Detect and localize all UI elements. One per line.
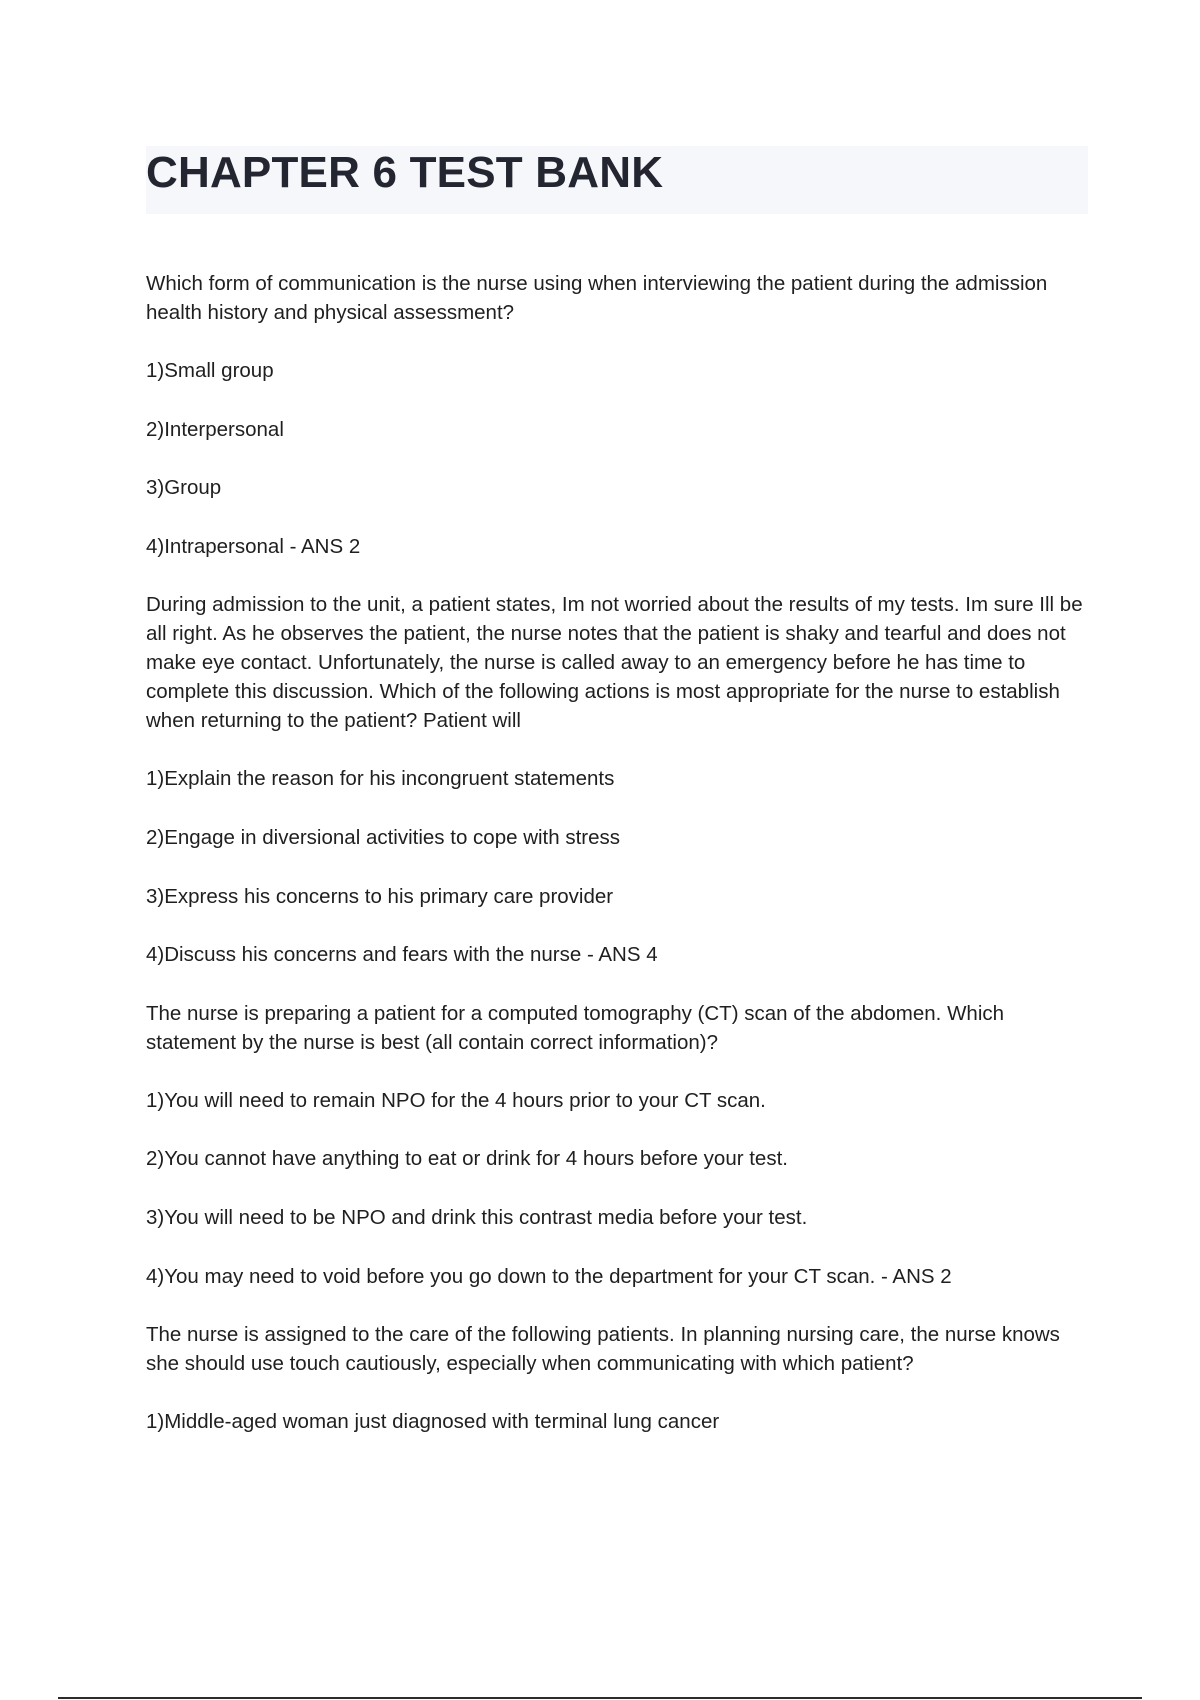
answer-option: 2)You cannot have anything to eat or drink for 4 hours before your test.: [146, 1147, 788, 1171]
answer-option: 1)You will need to remain NPO for the 4 hours prior to your CT scan.: [146, 1088, 766, 1112]
answer-option: 1)Explain the reason for his incongruent statements: [146, 767, 615, 791]
answer-option: 1)Middle-aged woman just diagnosed with terminal lung cancer: [146, 1410, 720, 1434]
answer-option: 2)Interpersonal: [146, 417, 284, 441]
question-block: [146, 1320, 1091, 1436]
answer-option: 3)Express his concerns to his primary care provider: [146, 884, 614, 908]
question-block: [146, 269, 1091, 561]
page-bottom-divider: [58, 1697, 1142, 1699]
answer-option: 3)Group: [146, 476, 222, 500]
question-text: Which form of communication is the nurse using when interviewing the patient during the admission health history and physical assessment?: [146, 272, 1048, 324]
answer-option: 4)You may need to void before you go down to the department for your CT scan. - ANS 2: [146, 1264, 952, 1288]
question-text: During admission to the unit, a patient states, Im not worried about the results of my tests. Im sure Ill be all right. As he observes the patient, the nurse notes that the patient is shaky and tearful and does not make eye contact. Unfortunately, the nurse is called away to an emergency before he has time to complete this discussion. Which of the following actions is most appropriate for the nurse to establish when returning to the patient? Patient will: [146, 593, 1083, 733]
page-title: CHAPTER 6 TEST BANK: [146, 148, 664, 197]
question-block: [146, 590, 1091, 969]
question-list: [146, 269, 1091, 1466]
answer-option: 4)Intrapersonal - ANS 2: [146, 534, 361, 558]
answer-option: 2)Engage in diversional activities to cope with stress: [146, 825, 621, 849]
answer-option: 1)Small group: [146, 359, 274, 382]
question-text: The nurse is assigned to the care of the following patients. In planning nursing care, the nurse knows she should use touch cautiously, especially when communicating with which patient?: [146, 1323, 1060, 1376]
answer-option: 3)You will need to be NPO and drink this contrast media before your test.: [146, 1205, 808, 1229]
question-text: The nurse is preparing a patient for a computed tomography (CT) scan of the abdomen. Which statement by the nurse is best (all contain correct information)?: [146, 1001, 1005, 1054]
answer-option: 4)Discuss his concerns and fears with the nurse - ANS 4: [146, 943, 658, 967]
question-block: [146, 999, 1091, 1291]
